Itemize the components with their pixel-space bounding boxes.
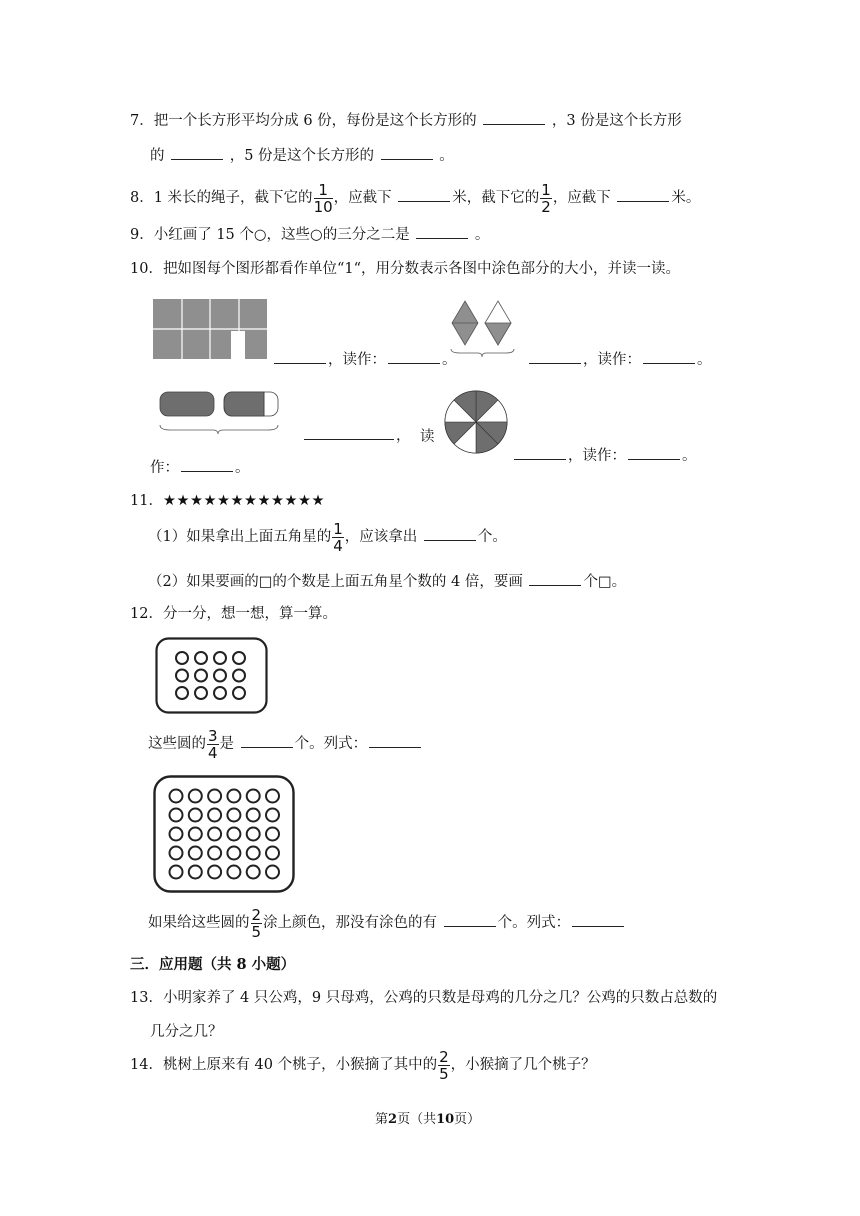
answer-blank[interactable] — [388, 349, 440, 364]
answer-blank[interactable] — [424, 526, 476, 541]
answer-blank[interactable] — [617, 187, 669, 202]
answer-blank[interactable] — [181, 457, 233, 472]
circles-box-large — [153, 775, 295, 893]
q7-line1: 7．把一个长方形平均分成 6 份，每份是这个长方形的 ，3 份是这个长方形 — [130, 110, 682, 131]
fraction: $\frac{2}{5}$ — [439, 1047, 449, 1083]
bar-figure — [158, 390, 283, 435]
section-heading: 三．应用题（共 8 小题） — [130, 956, 296, 973]
q8-line: 8．1 米长的绳子，截下它的 $\frac{1}{10}$ ，应截下 米，截下它的 $\frac{1}{2}$ ，应截下 米。 — [130, 180, 701, 216]
pie-sectors — [445, 391, 507, 453]
circles-box-small — [155, 637, 268, 714]
q12-line1: 这些圆的 $\frac{3}{4}$ 是 个。列式： — [148, 726, 423, 762]
fraction: $\frac{3}{4}$ — [208, 726, 218, 762]
brace — [451, 349, 514, 357]
bar-full — [160, 392, 214, 416]
answer-blank[interactable] — [529, 349, 581, 364]
fig3-answer: ， — [302, 425, 411, 446]
answer-blank[interactable] — [274, 349, 326, 364]
page-footer: 第2页（共10页） — [375, 1112, 481, 1127]
q9-line: 9．小红画了 15 个○，这些○的三分之二是 。 — [130, 224, 489, 245]
fraction: $\frac{1}{10}$ — [313, 180, 333, 216]
answer-blank[interactable] — [444, 912, 496, 927]
answer-blank[interactable] — [416, 224, 468, 239]
grid-figure — [153, 299, 267, 359]
fig3-answer-cont: 作： 。 — [150, 457, 250, 478]
fraction: $\frac{2}{5}$ — [251, 905, 262, 941]
q14-line: 14．桃树上原来有 40 个桃子，小猴摘了其中的 $\frac{2}{5}$ ，小猴摘了几个桃子？ — [130, 1047, 596, 1083]
answer-blank[interactable] — [304, 425, 394, 440]
rhombus-figure — [448, 299, 518, 359]
q10-stem: 10．把如图每个图形都看作单位“1“，用分数表示各图中涂色部分的大小，并读一读。 — [130, 261, 680, 277]
fraction: $\frac{1}{4}$ — [333, 519, 343, 555]
fig1-answer: ，读作： 。 — [272, 349, 457, 370]
q12-line2: 如果给这些圆的 $\frac{2}{5}$ 涂上颜色，那没有涂色的有 个。列式： — [148, 905, 626, 941]
fig2-answer: ，读作： 。 — [527, 349, 712, 370]
fig4-answer: ，读作： 。 — [512, 445, 697, 466]
fig3-read: 读 — [420, 429, 435, 445]
answer-blank[interactable] — [483, 110, 545, 125]
answer-blank[interactable] — [572, 912, 624, 927]
stars-row: ★★★★★★★★★★★★ — [162, 493, 325, 509]
answer-blank[interactable] — [381, 145, 433, 160]
answer-blank[interactable] — [241, 733, 293, 748]
q11-part1: （1）如果拿出上面五角星的 $\frac{1}{4}$ ，应该拿出 个。 — [148, 519, 507, 555]
q11-part2: （2）如果要画的□的个数是上面五角星个数的 4 倍，要画 个□。 — [148, 571, 626, 592]
answer-blank[interactable] — [628, 445, 680, 460]
answer-blank[interactable] — [514, 445, 566, 460]
answer-blank[interactable] — [171, 145, 223, 160]
brace — [160, 425, 278, 434]
answer-blank[interactable] — [398, 187, 450, 202]
fraction: $\frac{1}{2}$ — [541, 180, 551, 216]
answer-blank[interactable] — [643, 349, 695, 364]
q7-line2: 的 ，5 份是这个长方形的 。 — [150, 145, 454, 166]
q13-line1: 13．小明家养了 4 只公鸡，9 只母鸡，公鸡的只数是母鸡的几分之几？公鸡的只数占总数的 — [130, 990, 718, 1006]
pie-figure — [443, 389, 509, 455]
q12-stem: 12．分一分，想一想，算一算。 — [130, 606, 337, 622]
q11-stars-line: 11．★★★★★★★★★★★★ — [130, 493, 325, 509]
q13-line2: 几分之几？ — [150, 1024, 223, 1040]
answer-blank[interactable] — [529, 571, 581, 586]
answer-blank[interactable] — [369, 733, 421, 748]
grid-cutout — [231, 331, 245, 359]
